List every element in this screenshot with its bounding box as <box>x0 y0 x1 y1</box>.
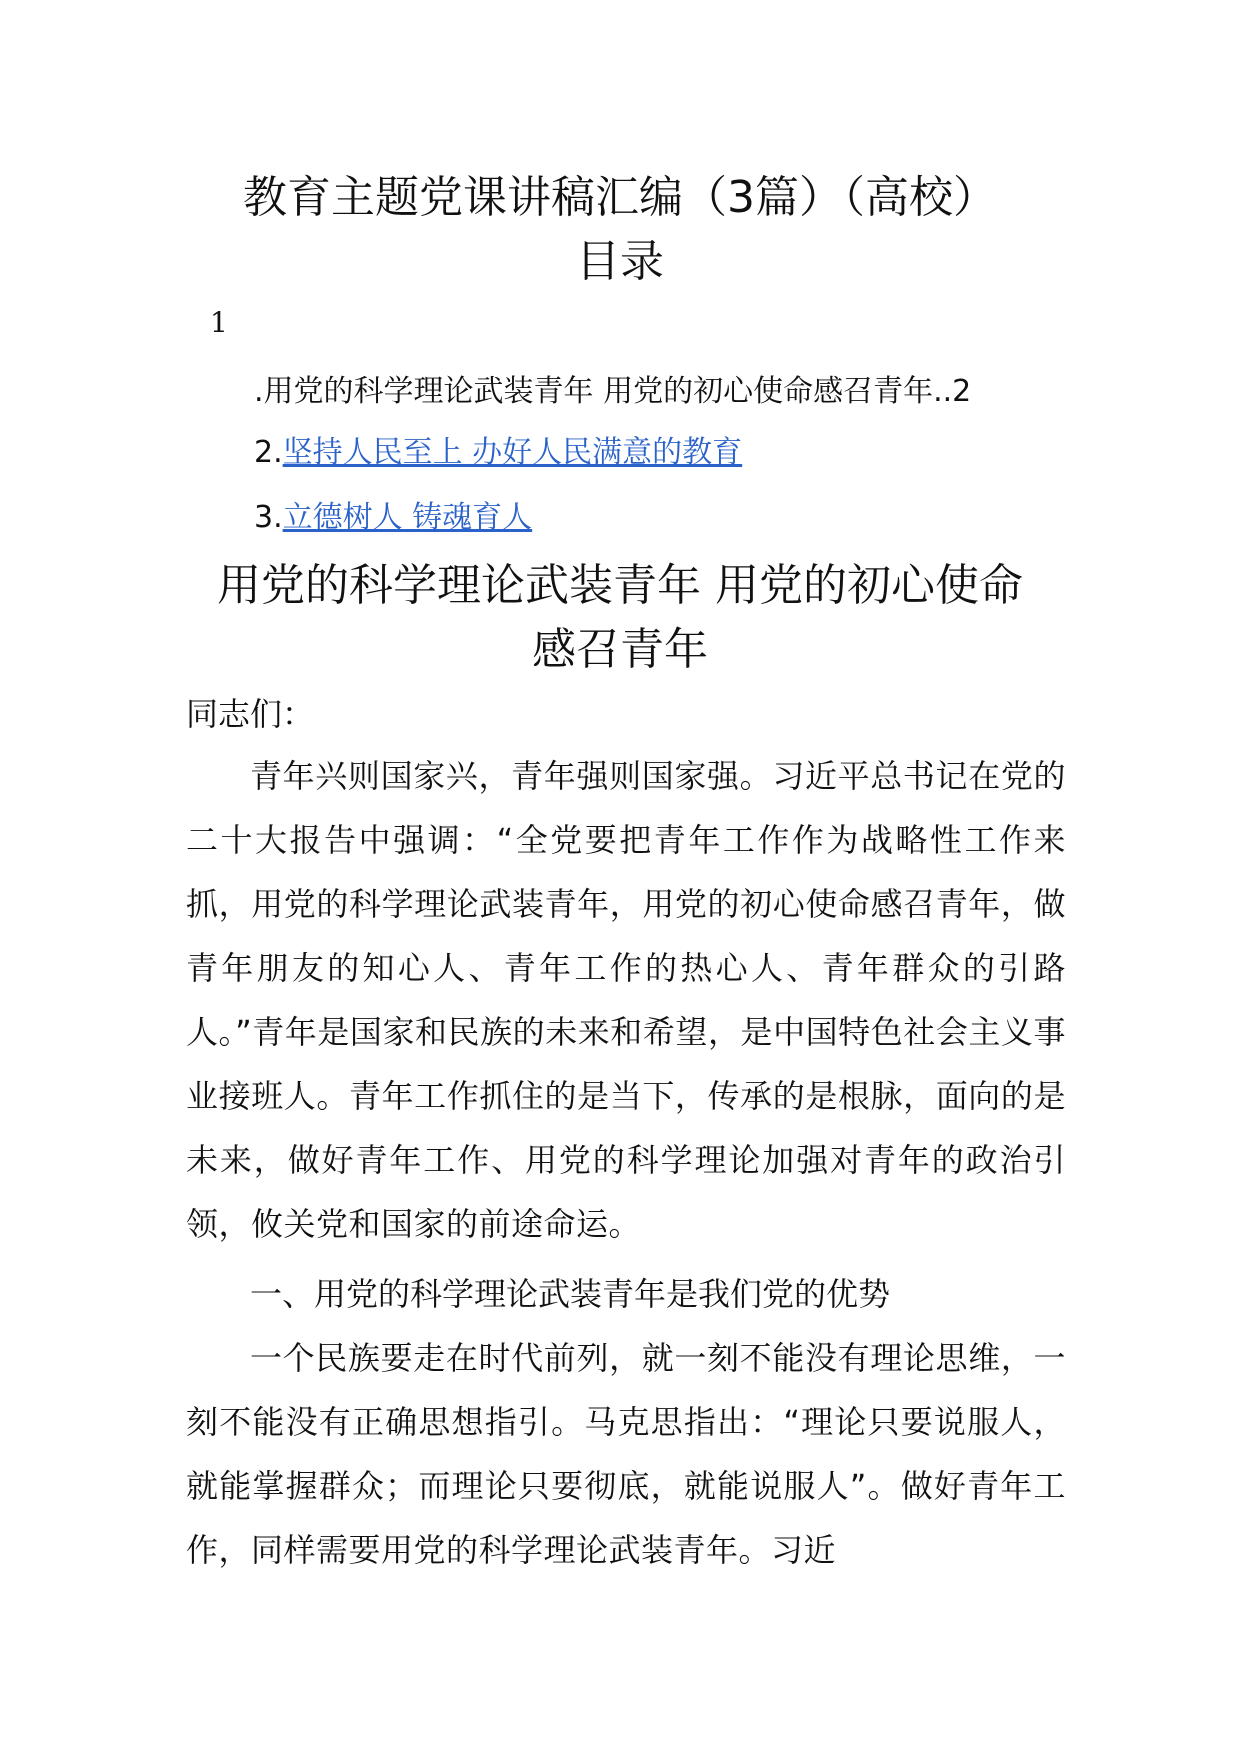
body-paragraph-2: 一个民族要走在时代前列，就一刻不能没有理论思维，一刻不能没有正确思想指引。马克思指出：“理论只要说服人，就能掌握群众；而理论只要彻底，就能说服人”。做好青年工作，同样需要用党的科学理论武装青年。习近 <box>186 1339 1066 1569</box>
section-title-line-2: 感召青年 <box>532 624 708 675</box>
toc-item-1-prefix: . <box>254 374 264 409</box>
section-heading-1: 一、用党的科学理论武装青年是我们党的优势 <box>250 1275 891 1313</box>
toc-link-2[interactable]: 坚持人民至上 办好人民满意的教育 <box>282 435 743 470</box>
salutation: 同志们： <box>186 695 315 733</box>
toc-item-3 <box>254 498 532 538</box>
document-title: 教育主题党课讲稿汇编（3篇）（高校） <box>243 172 997 223</box>
toc-item-2 <box>254 433 742 473</box>
body-paragraph-1: 青年兴则国家兴，青年强则国家强。习近平总书记在党的二十大报告中强调：“全党要把青年工作作为战略性工作来抓，用党的科学理论武装青年，用党的初心使命感召青年，做青年朋友的知心人、青年工作的热心人、青年群众的引路人。”青年是国家和民族的未来和希望，是中国特色社会主义事业接班人。青年工作抓住的是当下，传承的是根脉，面向的是未来，做好青年工作、用党的科学理论加强对青年的政治引领，攸关党和国家的前途命运。 <box>186 757 1066 1243</box>
toc-item-3-prefix: 3. <box>254 500 283 535</box>
toc-link-3[interactable]: 立德树人 铸魂育人 <box>282 500 533 535</box>
toc-item-1-text: 用党的科学理论武装青年 用党的初心使命感召青年..2 <box>263 374 972 409</box>
toc-item-2-prefix: 2. <box>254 435 283 470</box>
toc-heading: 目录 <box>576 236 664 287</box>
toc-item-1[interactable] <box>254 372 971 412</box>
toc-number: 1 <box>210 306 228 339</box>
section-title-line-1: 用党的科学理论武装青年 用党的初心使命 <box>217 560 1023 611</box>
